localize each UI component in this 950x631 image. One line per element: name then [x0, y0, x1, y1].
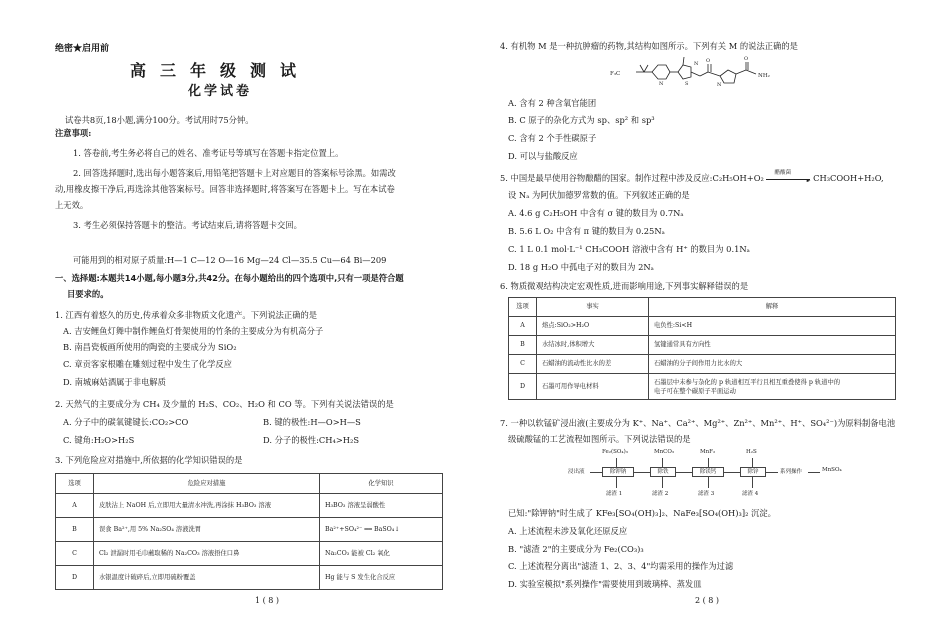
table-cell: D [56, 566, 94, 590]
table-row [56, 494, 443, 518]
flow-arrow [634, 472, 650, 473]
exam-info: 试卷共8页,18小题,满分100分。考试用时75分钟。 [65, 115, 254, 125]
table-header: 选项 [509, 298, 537, 317]
q7-option-b: B. "滤渣 2"的主要成分为 Fe₂(CO₃)₃ [508, 544, 644, 554]
table-cell: 水银温度计破碎后,立即用硫粉覆盖 [94, 566, 320, 590]
q7-stem-cont: 级硫酸锰的工艺流程如图所示。下列说法错误的是 [508, 434, 691, 444]
table-cell [649, 374, 896, 400]
table-cell-line: 电子可在整个碳原子平面运动 [654, 387, 736, 395]
q1-option-c: C. 章贡客家根雕在雕刻过程中发生了化学反应 [63, 359, 232, 369]
q4-option-b: B. C 原子的杂化方式为 sp、sp² 和 sp³ [508, 115, 655, 125]
structure-label-n: N [659, 81, 664, 87]
q4-option-a: A. 含有 2 种含氧官能团 [508, 98, 597, 108]
atomic-masses: 可能用到的相对原子质量:H—1 C—12 O—16 Mg—24 Cl—35.5 Cu—64 Bi—209 [73, 255, 387, 265]
q5-option-c: C. 1 L 0.1 mol·L⁻¹ CH₃COOH 溶液中含有 H⁺ 的数目为 0.1Nₐ [508, 244, 750, 254]
table-cell: 石蜡油的流动性比水的差 [537, 355, 649, 374]
flow-step: 除钾钠 [602, 467, 634, 477]
flow-residue: 滤渣 1 [606, 491, 623, 497]
notice-title: 注意事项: [55, 128, 92, 138]
page-left [55, 0, 495, 631]
arrow-line [766, 179, 810, 180]
q2-option-c: C. 键角:H₂O>H₂S [63, 435, 135, 445]
flow-step: 除镁钙 [692, 467, 724, 477]
table-row [56, 542, 443, 566]
table-cell: 石墨可用作导电材料 [537, 374, 649, 400]
exam-subject: 化学试卷 [187, 84, 252, 99]
table-header-row [509, 298, 896, 317]
q7-stem: 7. 一种以软锰矿浸出液(主要成分为 K⁺、Na⁺、Ca²⁺、Mg²⁺、Zn²⁺、Mn²⁺、H⁺、SO₄²⁻)为原料制备电池 [500, 418, 896, 428]
notice-2c: 上无效。 [55, 200, 89, 210]
flow-arrow [708, 477, 709, 488]
flow-arrow [808, 472, 820, 473]
table-row [56, 518, 443, 542]
section1-heading: 一、选择题:本题共14小题,每小题3分,共42分。在每小题给出的四个选项中,只有一项是符合题 [55, 273, 404, 283]
q5-stem-part-b: CH₃COOH+H₂O, [810, 173, 884, 183]
arrow-head-icon: ► [806, 177, 811, 184]
q6-stem: 6. 物质微观结构决定宏观性质,进而影响用途,下列事实解释错误的是 [500, 281, 749, 291]
table-cell: B [56, 518, 94, 542]
q5-option-d: D. 18 g H₂O 中孤电子对的数目为 2Nₐ [508, 262, 654, 272]
flow-arrow [662, 477, 663, 488]
table-cell-line: 石墨层中未参与杂化的 p 轨道相互平行且相互重叠使得 p 轨道中的 [654, 378, 841, 386]
table-cell: Hg 能与 S 发生化合反应 [320, 566, 443, 590]
table-row [509, 355, 896, 374]
q7-option-d: D. 实验室模拟"系列操作"需要使用到玻璃棒、蒸发皿 [508, 579, 702, 589]
q2-option-a: A. 分子中的碳氧键键长:CO₂>CO [63, 417, 189, 427]
flow-residue: 滤渣 4 [742, 491, 759, 497]
flow-arrow [724, 472, 740, 473]
q1-stem: 1. 江西有着悠久的历史,传承着众多非物质文化遗产。下列说法正确的是 [55, 310, 318, 320]
flow-arrow [766, 472, 778, 473]
table-header: 危险应对措施 [94, 474, 320, 494]
table-cell: 熔点:SiO₂>H₂O [537, 317, 649, 336]
q4-stem: 4. 有机物 M 是一种抗肿瘤的药物,其结构如图所示。下列有关 M 的说法正确的是 [500, 41, 798, 51]
notice-1: 1. 答卷前,考生务必将自己的姓名、准考证号等填写在答题卡指定位置上。 [73, 148, 344, 158]
flow-arrow [676, 472, 692, 473]
q4-option-d: D. 可以与盐酸反应 [508, 151, 578, 161]
secret-mark: 绝密★启用前 [55, 44, 110, 54]
q5-option-b: B. 5.6 L O₂ 中含有 π 键的数目为 0.25Nₐ [508, 226, 665, 236]
table-cell: A [509, 317, 537, 336]
notice-2a: 2. 回答选择题时,选出每小题答案后,用铅笔把答题卡上对应题目的答案标号涂黑。如需改 [73, 168, 396, 178]
table-cell: C [509, 355, 537, 374]
flow-step: 除铁 [650, 467, 676, 477]
flow-residue: 滤渣 2 [652, 491, 669, 497]
table-cell: 水结冰时,体积增大 [537, 336, 649, 355]
table-row [56, 566, 443, 590]
q5-stem-cont: 设 Nₐ 为阿伏加德罗常数的值。下列叙述正确的是 [508, 190, 690, 200]
q4-structure-diagram [610, 52, 810, 92]
q2-option-d: D. 分子的极性:CH₄>H₂S [263, 435, 360, 445]
q5-option-a: A. 4.6 g C₂H₅OH 中含有 σ 键的数目为 0.7Nₐ [508, 208, 684, 218]
table-cell: 氢键通常具有方向性 [649, 336, 896, 355]
q1-option-b: B. 南昌瓷板画所使用的陶瓷的主要成分为 SiO₂ [63, 342, 237, 352]
structure-label-nh2: NH₂ [758, 73, 770, 79]
q2-option-b: B. 键的极性:H—O>H—S [263, 417, 361, 427]
q6-table [508, 297, 896, 400]
structure-label-o: O [744, 56, 749, 62]
q1-option-a: A. 吉安鲤鱼灯舞中制作鲤鱼灯骨架使用的竹条的主要成分为有机高分子 [63, 326, 324, 336]
q5-stem-part-a: 5. 中国是最早使用谷物酿醋的国家。制作过程中涉及反应:C₂H₅OH+O₂ [500, 173, 767, 183]
page-right [500, 0, 920, 631]
flow-arrow [752, 477, 753, 488]
notice-3: 3. 考生必须保持答题卡的整洁。考试结束后,请将答题卡交回。 [73, 220, 302, 230]
table-cell: B [509, 336, 537, 355]
flow-arrow [616, 458, 617, 467]
section1-heading-cont: 目要求的。 [67, 289, 109, 299]
q2-stem: 2. 天然气的主要成分为 CH₄ 及少量的 H₂S、CO₂、H₂O 和 CO 等。下列有关说法错误的是 [55, 399, 394, 409]
flow-arrow [616, 477, 617, 488]
table-cell: 石蜡油的分子间作用力比水的大 [649, 355, 896, 374]
q3-table [55, 473, 443, 590]
structure-label-n: N [717, 82, 722, 88]
q7-known: 已知:"除钾钠"时生成了 KFe₃[SO₄(OH)₃]₂、NaFe₃[SO₄(OH)₃]₂ 沉淀。 [508, 508, 776, 518]
table-cell: A [56, 494, 94, 518]
table-header-row [56, 474, 443, 494]
flow-series-label: 系列操作 [780, 469, 803, 475]
q5-stem [500, 169, 884, 184]
table-cell: Cl₂ 泄漏时用毛巾蘸取稀的 Na₂CO₃ 溶液捂住口鼻 [94, 542, 320, 566]
flow-step: 除锌 [740, 467, 766, 477]
flow-residue: 滤渣 3 [698, 491, 715, 497]
table-header: 化学知识 [320, 474, 443, 494]
table-row [509, 317, 896, 336]
table-cell: C [56, 542, 94, 566]
q7-flow-diagram [568, 448, 868, 504]
flow-start-label: 浸出液 [568, 469, 585, 475]
q4-option-c: C. 含有 2 个手性碳原子 [508, 133, 597, 143]
table-cell: Na₂CO₃ 能被 Cl₂ 氧化 [320, 542, 443, 566]
page-number-right: 2 ( 8 ) [695, 596, 720, 605]
table-cell: H₃BO₃ 溶液呈弱酸性 [320, 494, 443, 518]
structure-label-s: S [685, 81, 689, 87]
structure-label-cf3: F₃C [610, 71, 621, 77]
q1-option-d: D. 南城麻姑酒属于非电解质 [63, 377, 166, 387]
table-header: 事实 [537, 298, 649, 317]
flow-arrow [662, 458, 663, 467]
flow-arrow [590, 472, 602, 473]
flow-product: MnSO₄ [822, 467, 842, 473]
table-row [509, 336, 896, 355]
flow-reagent: H₂S [746, 449, 757, 455]
table-header: 选项 [56, 474, 94, 494]
table-header: 解释 [649, 298, 896, 317]
flow-reagent: MnCO₃ [654, 449, 675, 455]
table-cell: 皮肤沾上 NaOH 后,立即用大量清水冲洗,再涂抹 H₃BO₃ 溶液 [94, 494, 320, 518]
table-cell: 误食 Ba²⁺,用 5% Na₂SO₄ 溶液洗胃 [94, 518, 320, 542]
exam-title: 高三年级测试 [129, 61, 310, 80]
structure-label-o: O [706, 58, 711, 64]
reaction-condition: 醋酸菌 [774, 169, 791, 176]
table-row [509, 374, 896, 400]
flow-reagent: Fe₂(SO₄)₃ [602, 449, 628, 455]
reaction-arrow [766, 169, 811, 184]
table-cell: 电负性:Si<H [649, 317, 896, 336]
q7-option-a: A. 上述流程未涉及氧化还原反应 [508, 526, 628, 536]
table-cell: Ba²⁺+SO₄²⁻ ══ BaSO₄↓ [320, 518, 443, 542]
table-cell: D [509, 374, 537, 400]
q7-option-c: C. 上述流程分离出"滤渣 1、2、3、4"均需采用的操作为过滤 [508, 561, 734, 571]
flow-arrow [752, 458, 753, 467]
q3-stem: 3. 下列危险应对措施中,所依据的化学知识错误的是 [55, 455, 243, 465]
page-number-left: 1 ( 8 ) [255, 596, 280, 605]
structure-label-n: N [694, 61, 699, 67]
flow-reagent: MnF₂ [700, 449, 716, 455]
notice-2b: 动,用橡皮擦干净后,再选涂其他答案标号。回答非选择题时,将答案写在答题卡上。写在本试卷 [55, 184, 395, 194]
flow-arrow [708, 458, 709, 467]
